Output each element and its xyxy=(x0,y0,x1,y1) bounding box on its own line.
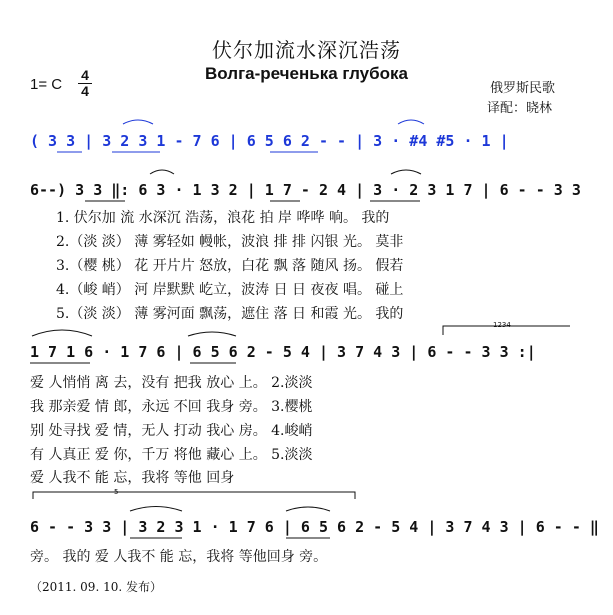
slur-intro xyxy=(123,120,153,124)
verse-line-3: 3.（樱 桃） 花 开片片 怒放，白花 飘 落 随风 扬。 假若 xyxy=(56,258,404,274)
meter-numerator: 4 xyxy=(81,67,89,83)
verse-line-2: 2.（淡 淡） 薄 雾轻如 幔帐，波浪 排 排 闪银 光。 莫非 xyxy=(56,234,404,250)
tie-line4 xyxy=(286,507,330,511)
refrain-line-5: 爱 人我不 能 忘，我将 等他 回身 xyxy=(30,470,235,486)
tie-line2 xyxy=(391,170,421,174)
notation-line-3: 1 7 1 6 · 1 7 6 | 6 5 6 2 - 5 4 | 3 7 4 3 | 6 - - 3 3 :| xyxy=(30,343,536,361)
tie-intro xyxy=(398,120,424,124)
publish-date: （2011. 09. 10. 发布） xyxy=(30,580,162,594)
volta-bracket-1234 xyxy=(443,326,570,335)
verse-line-4: 4.（峻 峭） 河 岸默默 屹立，波涛 日 日 夜夜 唱。 碰上 xyxy=(56,282,404,298)
volta-label-1234: 1234 xyxy=(493,321,511,329)
notation-line-2: 6--) 3 3 ‖: 6 3 · 1 3 2 | 1 7 - 2 4 | 3 · 2 3 1 7 | 6 - - 3 3 xyxy=(30,181,581,199)
song-subtitle-russian: Волга-реченька глубока xyxy=(205,64,408,83)
refrain-line-3: 别 处寻找 爱 情，无人 打动 我心 房。 4.峻峭 xyxy=(30,423,313,439)
slur-line3 xyxy=(32,330,92,336)
song-arranger: 译配：晓林 xyxy=(487,101,553,116)
key-signature: 1= C xyxy=(30,76,63,93)
tie-line3 xyxy=(188,332,236,336)
refrain-line-4: 有 人真正 爱 你，千万 将他 藏心 上。 5.淡淡 xyxy=(30,447,313,463)
notation-line-4: 6 - - 3 3 | 3 2 3 1 · 1 7 6 | 6 5 6 2 - 5 4 | 3 7 4 3 | 6 - - ‖ xyxy=(30,518,599,536)
song-origin: 俄罗斯民歌 xyxy=(490,81,556,96)
refrain-line-1: 爱 人悄悄 离 去，没有 把我 放心 上。 2.淡淡 xyxy=(30,375,313,391)
intro-notation-line: ( 3 3 | 3 2 3 1 - 7 6 | 6 5 6 2 - - | 3 · #4 #5 · 1 | xyxy=(30,132,509,150)
volta-bracket-5 xyxy=(33,492,355,499)
slur-line2 xyxy=(150,170,174,174)
slur-line4 xyxy=(130,507,182,512)
volta-label-5: 5 xyxy=(114,488,119,496)
refrain-line-2: 我 那亲爱 情 郎，永远 不回 我身 旁。 3.樱桃 xyxy=(30,399,313,415)
final-lyric-line: 旁。 我的 爱 人我不 能 忘，我将 等他回身 旁。 xyxy=(30,549,328,565)
meter-denominator: 4 xyxy=(81,83,89,99)
verse-line-5: 5.（淡 淡） 薄 雾河面 飘荡，遮住 落 日 和霞 光。 我的 xyxy=(56,306,404,322)
verse-line-1: 1. 伏尔加 流 水深沉 浩荡，浪花 拍 岸 哗哗 响。 我的 xyxy=(56,210,390,226)
song-title: 伏尔加流水深沉浩荡 xyxy=(212,38,401,62)
